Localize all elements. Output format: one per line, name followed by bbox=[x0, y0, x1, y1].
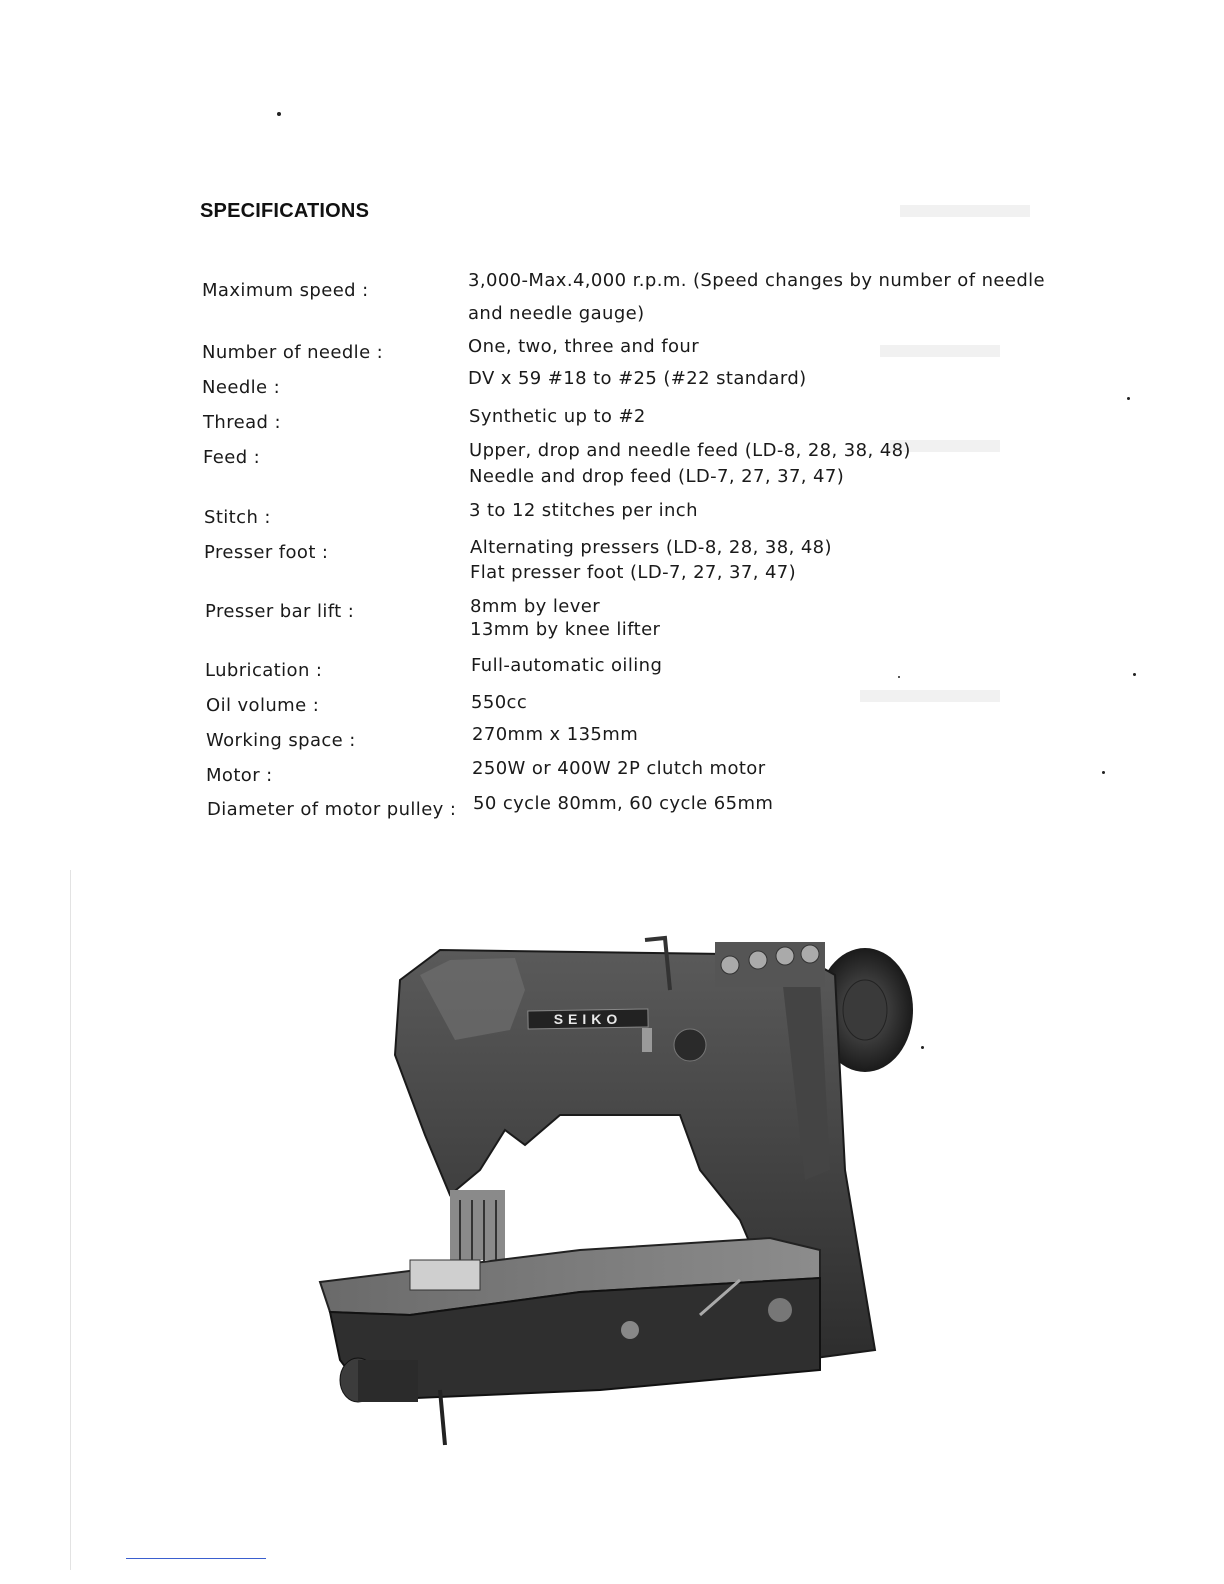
spec-value: 3 to 12 stitches per inch bbox=[469, 500, 698, 521]
spec-label: Motor : bbox=[206, 765, 273, 786]
spec-label: Oil volume : bbox=[206, 695, 320, 716]
bleed-through-mark bbox=[860, 690, 1000, 702]
spec-value: Synthetic up to #2 bbox=[469, 406, 646, 427]
scan-speck bbox=[1133, 673, 1136, 676]
bleed-through-mark bbox=[880, 345, 1000, 357]
motor-cylinder bbox=[340, 1358, 418, 1402]
spec-label: Lubrication : bbox=[205, 660, 323, 681]
spec-value: 550cc bbox=[471, 692, 528, 713]
bleed-through-mark bbox=[900, 205, 1030, 217]
spec-value: and needle gauge) bbox=[468, 303, 645, 324]
spec-label: Feed : bbox=[203, 447, 261, 468]
spec-value: Upper, drop and needle feed (LD-8, 28, 38, 48) bbox=[469, 440, 911, 461]
spec-label: Thread : bbox=[203, 412, 281, 433]
needle-bar bbox=[450, 1190, 505, 1270]
spec-label: Number of needle : bbox=[202, 342, 384, 363]
spec-value: DV x 59 #18 to #25 (#22 standard) bbox=[468, 368, 807, 389]
spec-label: Working space : bbox=[206, 730, 356, 751]
scan-edge bbox=[70, 870, 71, 1570]
spec-label: Presser foot : bbox=[204, 542, 329, 563]
spec-value: Needle and drop feed (LD-7, 27, 37, 47) bbox=[469, 466, 845, 487]
spec-value: Alternating pressers (LD-8, 28, 38, 48) bbox=[470, 537, 832, 558]
brand-plate bbox=[528, 1009, 648, 1029]
spec-label: Needle : bbox=[202, 377, 281, 398]
scan-speck bbox=[1127, 397, 1130, 400]
footer-rule bbox=[126, 1558, 266, 1559]
sewing-machine-photo bbox=[300, 920, 940, 1460]
spec-value: 13mm by knee lifter bbox=[470, 619, 661, 640]
page-title: SPECIFICATIONS bbox=[200, 200, 370, 222]
spec-value: 50 cycle 80mm, 60 cycle 65mm bbox=[473, 793, 774, 814]
spec-value: 3,000-Max.4,000 r.p.m. (Speed changes by number of needle bbox=[468, 270, 1046, 291]
spec-value: One, two, three and four bbox=[468, 336, 700, 357]
spec-value: Full-automatic oiling bbox=[471, 655, 663, 676]
scan-speck bbox=[277, 112, 281, 116]
spec-value: 270mm x 135mm bbox=[472, 724, 639, 745]
spec-value: Flat presser foot (LD-7, 27, 37, 47) bbox=[470, 562, 797, 583]
spec-label: Diameter of motor pulley : bbox=[207, 799, 457, 820]
spec-value: 8mm by lever bbox=[470, 596, 601, 617]
scan-speck bbox=[898, 676, 900, 678]
spec-label: Maximum speed : bbox=[202, 280, 369, 301]
spec-value: 250W or 400W 2P clutch motor bbox=[472, 758, 766, 779]
scan-speck bbox=[1102, 771, 1105, 774]
spec-label: Presser bar lift : bbox=[205, 601, 355, 622]
brand-plate-text: SEIKO bbox=[553, 1011, 623, 1027]
spec-label: Stitch : bbox=[204, 507, 271, 528]
